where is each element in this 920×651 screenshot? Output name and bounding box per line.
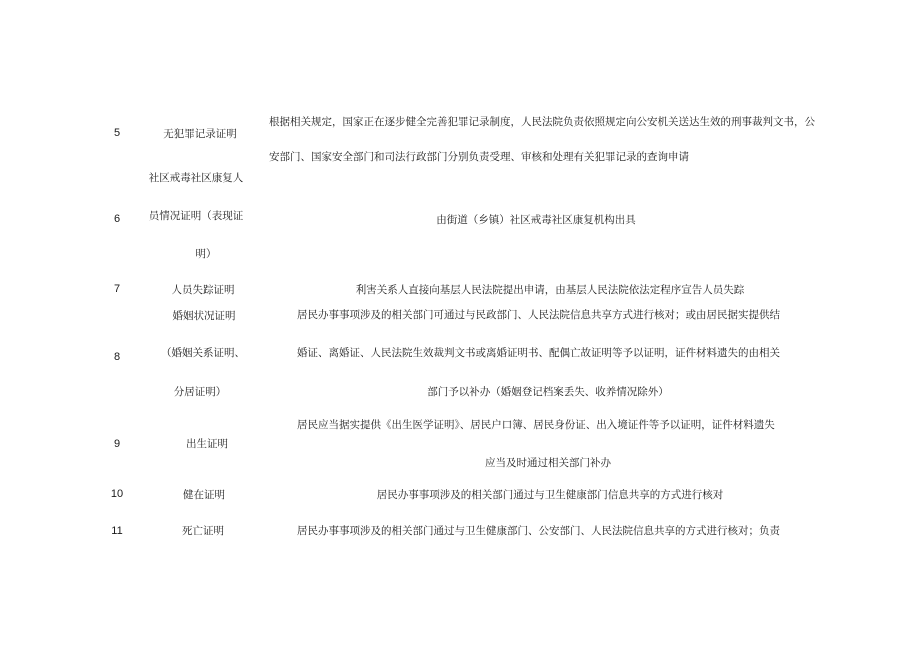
row-number: 9 — [113, 438, 121, 450]
certificate-name: 死亡证明 — [182, 525, 224, 537]
certificate-name: 健在证明 — [183, 489, 225, 501]
row-number: 5 — [113, 127, 121, 139]
certificate-description: 居民办事事项涉及的相关部门可通过与民政部门、人民法院信息共享方式进行核对；或由居民据实提供结 — [297, 309, 780, 321]
row-number: 10 — [110, 488, 124, 500]
certificate-description: 居民办事事项涉及的相关部门通过与卫生健康部门、公安部门、人民法院信息共享的方式进行核对；负责 — [297, 525, 780, 537]
row-number: 7 — [113, 283, 121, 295]
certificate-name: 婚姻状况证明 — [172, 310, 236, 322]
certificate-name: 分居证明） — [173, 386, 227, 398]
row-number: 11 — [111, 525, 123, 537]
row-number: 6 — [113, 213, 121, 225]
certificate-description: 居民应当据实提供《出生医学证明》、居民户口簿、居民身份证、出入境证件等予以证明，证件材料遗失 — [297, 419, 775, 431]
certificate-name: 员情况证明（表现证 — [148, 210, 244, 222]
row-number: 8 — [113, 351, 121, 363]
certificate-description: 根据相关规定，国家正在逐步健全完善犯罪记录制度，人民法院负责依照规定向公安机关送达生效的刑事裁判文书，公 — [269, 116, 815, 128]
certificate-description: 应当及时通过相关部门补办 — [485, 457, 611, 469]
certificate-description: 利害关系人直接向基层人民法院提出申请，由基层人民法院依法定程序宣告人员失踪 — [355, 284, 745, 296]
certificate-description: 由街道（乡镇）社区戒毒社区康复机构出具 — [436, 214, 636, 226]
certificate-name: 社区戒毒社区康复人 — [148, 172, 244, 184]
certificate-name: 人员失踪证明 — [171, 284, 235, 296]
certificate-name: 出生证明 — [186, 438, 228, 450]
certificate-description: 安部门、国家安全部门和司法行政部门分别负责受理、审核和处理有关犯罪记录的查询申请 — [269, 151, 689, 163]
certificate-description: 婚证、离婚证、人民法院生效裁判文书或离婚证明书、配偶亡故证明等予以证明，证件材料遗失的由相关 — [297, 347, 780, 359]
certificate-name: 无犯罪记录证明 — [163, 128, 237, 140]
certificate-name: （婚姻关系证明、 — [161, 347, 245, 359]
certificate-description: 部门予以补办（婚姻登记档案丢失、收养情况除外） — [427, 386, 669, 398]
certificate-name: 明） — [195, 248, 217, 260]
certificate-description: 居民办事事项涉及的相关部门通过与卫生健康部门信息共享的方式进行核对 — [376, 489, 724, 501]
